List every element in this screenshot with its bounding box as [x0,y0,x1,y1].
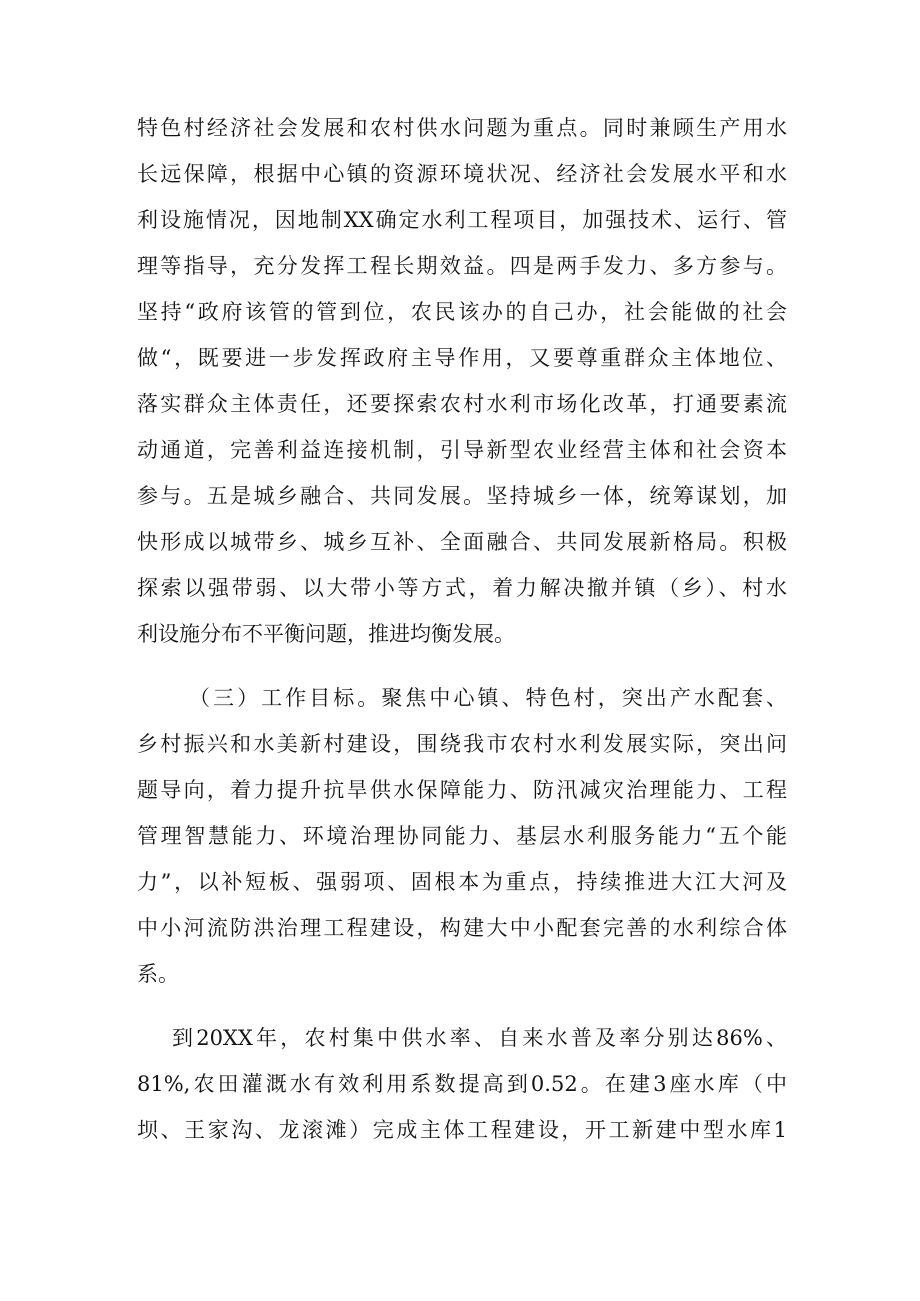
text-line: 乡村振兴和水美新村建设，围绕我市农村水利发展实际，突出问 [137,732,787,756]
text-line: 探索以强带弱、以大带小等方式，着力解决撤并镇（乡）、村水 [137,576,787,600]
text-line: 利设施情况，因地制XX确定水利工程项目，加强技术、运行、管 [137,208,787,232]
text-line: 利设施分布不平衡问题，推进均衡发展。 [137,622,515,646]
text-line: 落实群众主体责任，还要探索农村水利市场化改革，打通要素流 [137,392,787,416]
text-line: 长远保障，根据中心镇的资源环境状况、经济社会发展水平和水 [137,162,787,186]
text-line: 中小河流防洪治理工程建设，构建大中小配套完善的水利综合体 [137,916,787,940]
text-line: 坚持“政府该管的管到位，农民该办的自己办，社会能做的社会 [137,300,787,324]
text-line: 到20XX年，农村集中供水率、自来水普及率分别达86%、 [172,1026,787,1050]
text-line: 力”，以补短板、强弱项、固根本为重点，持续推进大江大河及 [137,870,787,894]
text-line: 动通道，完善利益连接机制，引导新型农业经营主体和社会资本 [137,438,787,462]
text-line: 81%,农田灌溉水有效利用系数提高到0.52。在建3座水库（中 [137,1072,787,1096]
text-line: 快形成以城带乡、城乡互补、全面融合、共同发展新格局。积极 [137,530,787,554]
text-line: 坝、王家沟、龙滚滩）完成主体工程建设，开工新建中型水库1 [137,1118,787,1142]
text-line: 理等指导，充分发挥工程长期效益。四是两手发力、多方参与。 [137,254,787,278]
text-line: 系。 [137,962,179,986]
text-line: 做“，既要进一步发挥政府主导作用，又要尊重群众主体地位、 [137,346,787,370]
text-line: 管理智慧能力、环境治理协同能力、基层水利服务能力“五个能 [137,824,787,848]
text-line: 特色村经济社会发展和农村供水问题为重点。同时兼顾生产用水 [137,116,787,140]
text-line: 参与。五是城乡融合、共同发展。坚持城乡一体，统筹谋划，加 [137,484,787,508]
text-line: （三）工作目标。聚焦中心镇、特色村，突出产水配套、 [189,686,787,710]
text-line: 题导向，着力提升抗旱供水保障能力、防汛减灾治理能力、工程 [137,778,787,802]
